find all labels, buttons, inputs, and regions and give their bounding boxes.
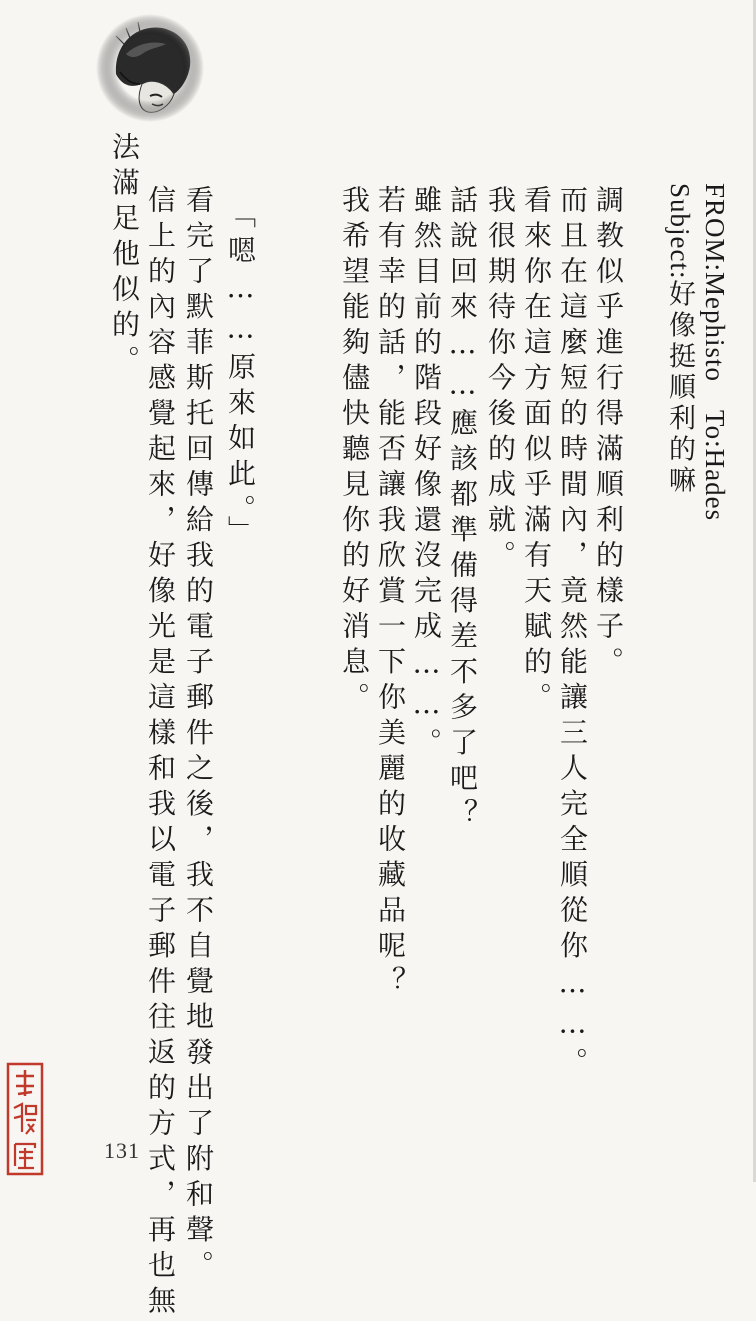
publisher-seal-icon [6,1062,44,1176]
body-line-8: 我希望能夠儘快聽見你的好消息。 [338,185,371,718]
body-line-12: 法滿足他似的。 [108,132,141,381]
email-subject-text: 好像挺順利的嘛 [665,279,695,497]
body-line-4: 我很期待你今後的成就。 [484,185,517,576]
body-line-5: 話說回來……應該都準備得差不多了吧？ [446,185,479,834]
body-line-11: 信上的內容感覺起來，好像光是這樣和我以電子郵件往返的方式，再也無 [144,185,177,1321]
body-line-7: 若有幸的話，能否讓我欣賞一下你美麗的收藏品呢？ [374,185,407,1002]
body-line-2: 而且在這麼短的時間內，竟然能讓三人完全順從你……。 [556,185,589,1083]
character-portrait-icon [96,14,204,122]
body-line-10: 看完了默菲斯托回傳給我的電子郵件之後，我不自覺地發出了附和聲。 [182,185,215,1286]
body-line-6: 雖然目前的階段好像還沒完成……。 [410,185,443,763]
email-subject-line [666,183,693,497]
email-from-line: FROM:Mephisto To:Hades [700,183,730,522]
body-line-3: 看來你在這方面似乎滿有天賦的。 [520,185,553,718]
body-line-1: 調教似乎進行得滿順利的樣子。 [592,185,625,682]
dialogue-line: 「嗯……原來如此。」 [224,200,257,551]
email-subject-prefix: Subject: [665,183,695,280]
page-number: 131 [104,1138,140,1163]
